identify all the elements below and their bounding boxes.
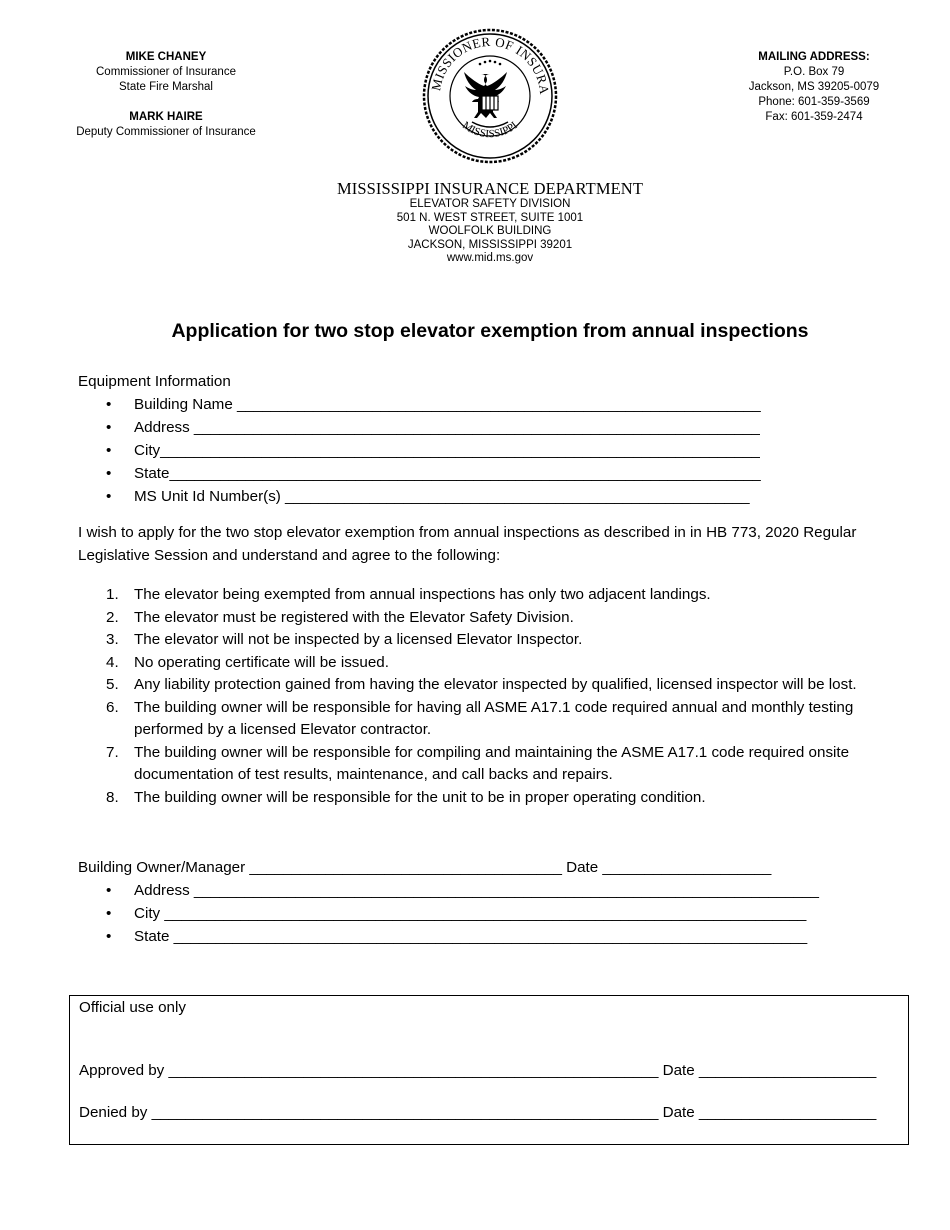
svg-text:COMMISSIONER OF INSURANCE: MISSIONER OF INSURA (428, 33, 553, 96)
condition-number: 2. (106, 608, 119, 626)
condition-text: The building owner will be responsible for having all ASME A17.1 code required annual and monthly testing performed by a licensed Elevator contractor. (134, 698, 854, 738)
equipment-field-building-name[interactable] (78, 394, 761, 417)
condition-item (78, 742, 908, 787)
bullet: • (106, 927, 112, 945)
condition-number: 8. (106, 788, 119, 806)
owner-section (78, 857, 819, 949)
condition-number: 5. (106, 676, 119, 693)
condition-item (78, 787, 908, 810)
phone-number: Phone: 601-359-3569 (758, 96, 870, 108)
condition-text: The elevator being exempted from annual inspections has only two adjacent landings. (134, 586, 711, 603)
field-label: City_______________________________________________________________________ (134, 441, 760, 459)
denied-by-line[interactable]: Denied by ____________________________________________________________ Date _____________________ (79, 1104, 877, 1121)
approved-by-line[interactable]: Approved by __________________________________________________________ Date _____________________ (79, 1062, 877, 1079)
official-use-heading: Official use only (79, 999, 186, 1016)
header-left-block (60, 50, 272, 140)
fire-marshal-title: State Fire Marshal (119, 81, 213, 93)
field-label: City ____________________________________________________________________________ (134, 904, 807, 922)
mailing-city: Jackson, MS 39205-0079 (748, 81, 880, 93)
condition-text: The elevator will not be inspected by a licensed Elevator Inspector. (134, 631, 583, 648)
division-name: ELEVATOR SAFETY DIVISION (409, 198, 571, 210)
condition-item (78, 584, 908, 607)
owner-field-address[interactable] (78, 880, 819, 903)
owner-manager-signature-line[interactable]: Building Owner/Manager _____________________________________ Date ____________________ (78, 859, 772, 876)
equipment-field-address[interactable] (78, 417, 760, 440)
official-use-box (69, 995, 909, 1145)
condition-item (78, 607, 908, 630)
condition-text: The elevator must be registered with the Elevator Safety Division. (134, 608, 574, 626)
bullet: • (106, 464, 112, 482)
commissioner-title: Commissioner of Insurance (96, 66, 236, 78)
website: www.mid.ms.gov (446, 252, 534, 265)
intro-paragraph: I wish to apply for the two stop elevator exemption from annual inspections as described in in HB 773, 2020 Regular Legislative Session and understand and agree to the following: (78, 524, 857, 564)
condition-item (78, 674, 908, 697)
field-label: State ___________________________________________________________________________ (134, 927, 808, 945)
condition-text: The building owner will be responsible for the unit to be in proper operating condition. (134, 788, 706, 806)
commissioner-name: MIKE CHANEY (125, 51, 207, 63)
bullet: • (106, 395, 112, 413)
po-box: P.O. Box 79 (783, 66, 845, 78)
building-name: WOOLFOLK BUILDING (428, 225, 552, 238)
field-label: State______________________________________________________________________ (134, 464, 761, 482)
street-address: 501 N. WEST STREET, SUITE 1001 (396, 211, 584, 224)
equipment-heading: Equipment Information (78, 373, 231, 390)
field-label: Address ___________________________________________________________________ (134, 418, 760, 436)
condition-text: The building owner will be responsible for compiling and maintaining the ASME A17.1 code required onsite documentation of test results, maintenance, and call backs and repairs. (134, 743, 850, 783)
deputy-name: MARK HAIRE (129, 111, 203, 123)
field-label: MS Unit Id Number(s) _______________________________________________________ (134, 487, 750, 505)
condition-number: 4. (106, 653, 119, 671)
bullet: • (106, 904, 112, 922)
condition-item (78, 697, 908, 742)
condition-number: 7. (106, 743, 119, 761)
field-label: Building Name ______________________________________________________________ (134, 395, 761, 413)
condition-item (78, 652, 908, 675)
mailing-address-block (722, 50, 906, 125)
field-label: Address __________________________________________________________________________ (134, 881, 819, 899)
bullet: • (106, 441, 112, 459)
owner-field-state[interactable] (78, 926, 808, 949)
page-title: Application for two stop elevator exemption from annual inspections (171, 320, 809, 342)
city-state-zip: JACKSON, MISSISSIPPI 39201 (407, 238, 573, 251)
condition-number: 1. (106, 586, 119, 603)
department-address-block (280, 180, 700, 266)
condition-number: 6. (106, 698, 119, 716)
equipment-field-state[interactable] (78, 463, 761, 486)
fax-number: Fax: 601-359-2474 (765, 111, 863, 123)
condition-text: No operating certificate will be issued. (134, 653, 389, 671)
deputy-title: Deputy Commissioner of Insurance (76, 126, 256, 138)
equipment-field-unit-id[interactable] (78, 486, 750, 509)
condition-item (78, 629, 908, 652)
bullet: • (106, 418, 112, 436)
mailing-address-heading: MAILING ADDRESS: (758, 51, 870, 63)
bullet: • (106, 487, 112, 505)
state-seal-logo (422, 28, 558, 164)
condition-text: Any liability protection gained from having the elevator inspected by qualified, licensed inspector will be lost. (134, 676, 857, 693)
owner-field-city[interactable] (78, 903, 807, 926)
equipment-section (78, 371, 761, 509)
department-name: MISSISSIPPI INSURANCE DEPARTMENT (337, 179, 643, 198)
equipment-field-city[interactable] (78, 440, 760, 463)
condition-number: 3. (106, 631, 119, 648)
bullet: • (106, 881, 112, 899)
conditions-list (78, 584, 908, 809)
svg-text:MISSISSIPPI: MISSISSIPPI (460, 119, 520, 141)
